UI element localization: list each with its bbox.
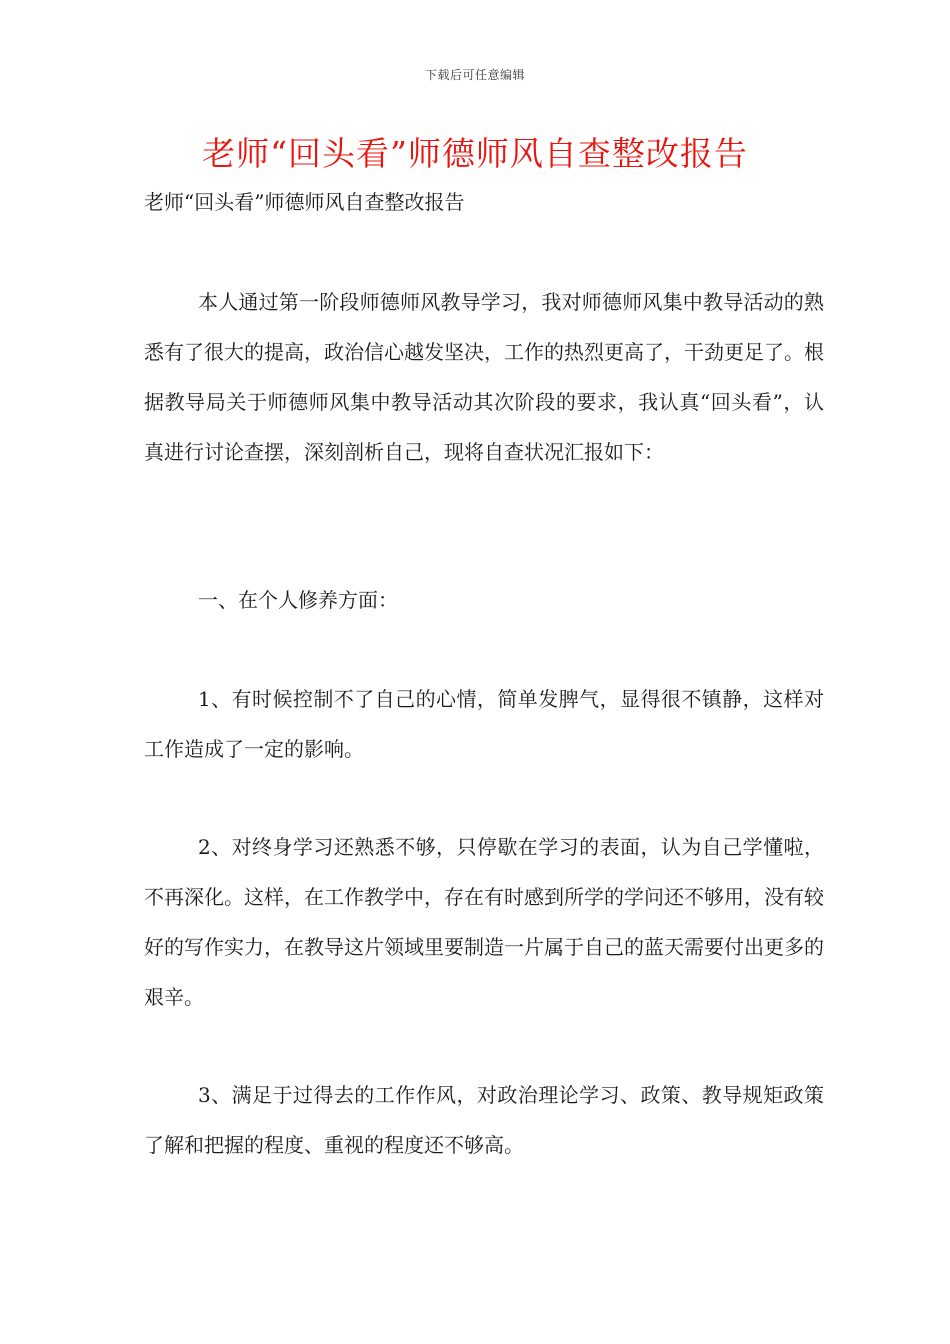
header-note: 下载后可任意编辑: [424, 68, 525, 82]
list-item-1: 1、有时候控制不了自己的心情，简单发脾气，显得很不镇静，这样对工作造成了一定的影响。: [144, 687, 824, 761]
intro-paragraph: 本人通过第一阶段师德师风教导学习，我对师德师风集中教导活动的熟悉有了很大的提高，政治信心越发坚决，工作的热烈更高了，干劲更足了。根据教导局关于师德师风集中教导活动其次阶段的要求，我认真“回头看”，认真进行讨论查摆，深刻剖析自己，现将自查状况汇报如下：: [144, 290, 824, 464]
document-subtitle: 老师“回头看”师德师风自查整改报告: [144, 190, 465, 214]
document-title: 老师“回头看”师德师风自查整改报告: [202, 134, 748, 173]
section-heading-personal-cultivation: 一、在个人修养方面：: [198, 588, 398, 612]
list-item-3: 3、满足于过得去的工作作风，对政治理论学习、政策、教导规矩政策了解和把握的程度、重视的程度还不够高。: [144, 1083, 824, 1157]
list-item-2: 2、对终身学习还熟悉不够，只停歇在学习的表面，认为自己学懂啦，不再深化。这样，在工作教学中，存在有时感到所学的学问还不够用，没有较好的写作实力，在教导这片领域里要制造一片属于自己的蓝天需要付出更多的艰辛。: [144, 835, 824, 1009]
